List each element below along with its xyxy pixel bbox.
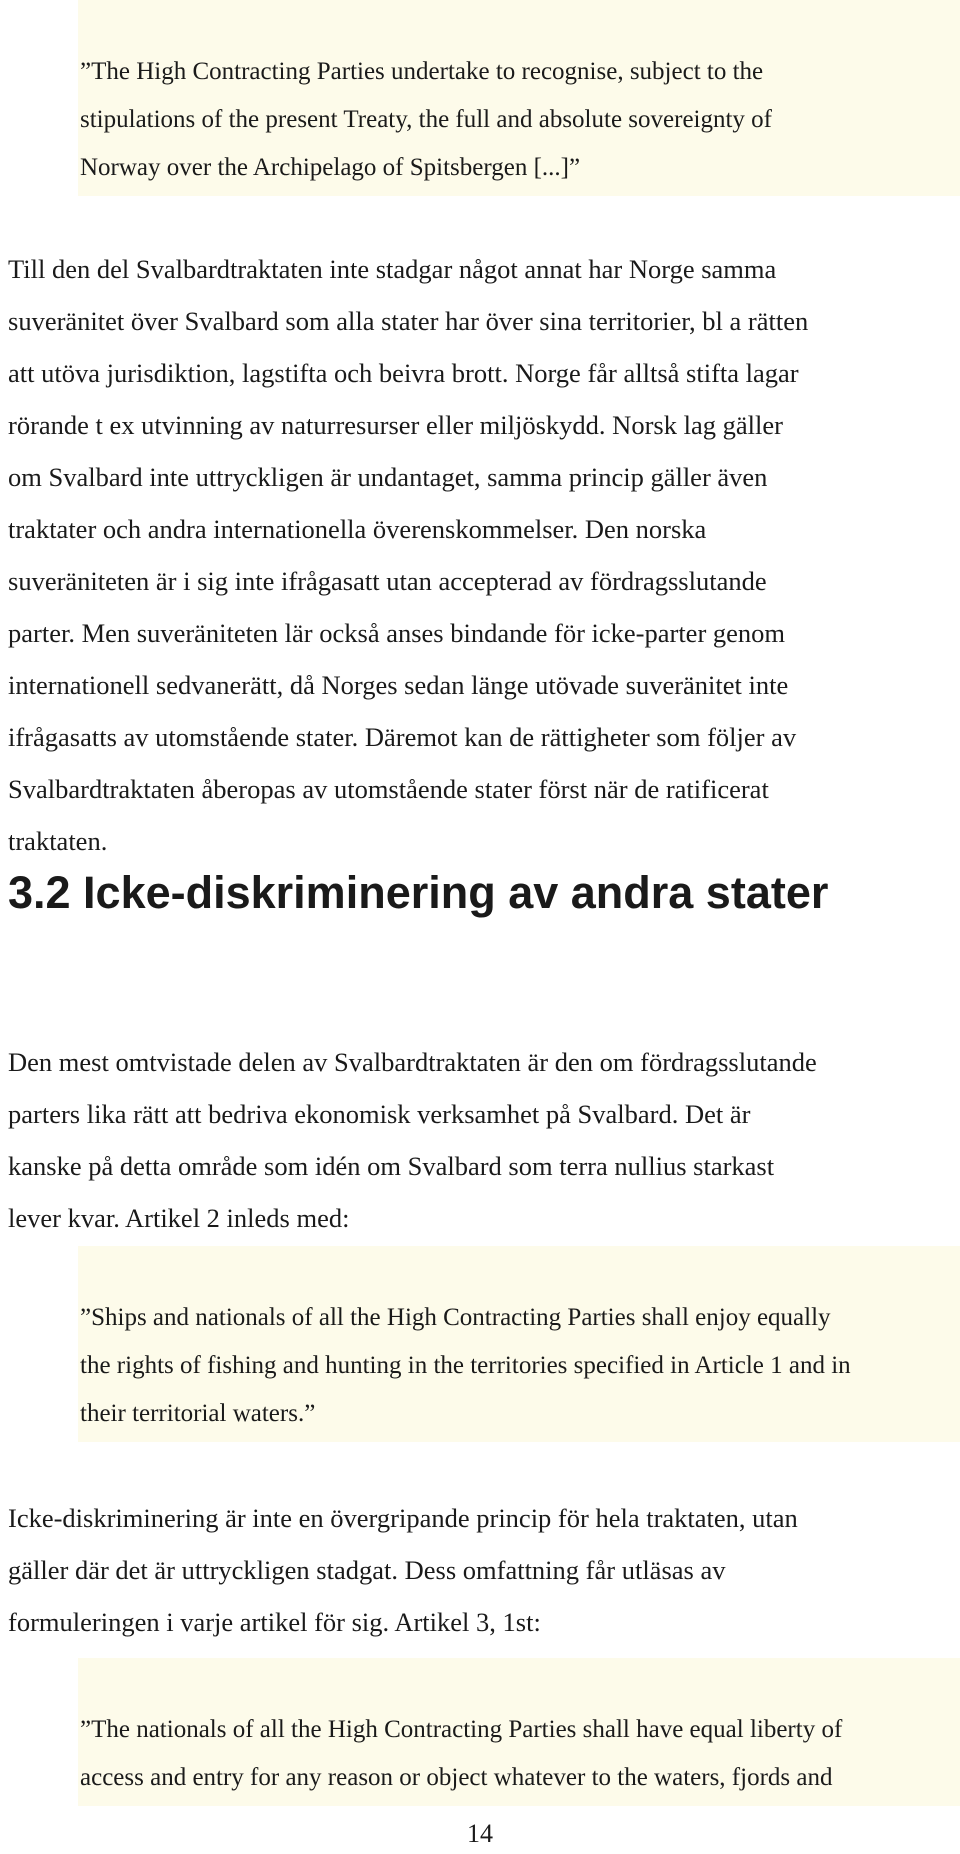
body-paragraph-non-discrimination-intro xyxy=(8,984,958,1244)
section-heading: 3.2 Icke-diskriminering av andra stater xyxy=(8,867,829,918)
body-paragraph-scope xyxy=(8,1440,958,1648)
quote-text: ”The High Contracting Parties undertake to recognise, subject to the stipulations of the present Treaty, the full and absolute sovereignty of Norway over the Archipelago of Spitsbergen [...]” xyxy=(80,58,773,181)
quote-text: ”Ships and nationals of all the High Contracting Parties shall enjoy equally the rights of fishing and hunting in the territories specified in Article 1 and in their territorial waters.” xyxy=(80,1304,851,1427)
paragraph-text: Icke-diskriminering är inte en övergripande princip för hela traktaten, utan gäller där det är uttryckligen stadgat. Dess omfattning får utläsas av formuleringen i varje artikel för sig. Artikel 3, 1st: xyxy=(8,1503,798,1637)
block-quote-article-2 xyxy=(78,1246,960,1442)
block-quote-article-3 xyxy=(78,1658,960,1806)
page-number: 14 xyxy=(467,1819,493,1848)
paragraph-text: Den mest omtvistade delen av Svalbardtraktaten är den om fördragsslutande parters lika rätt att bedriva ekonomisk verksamhet på Svalbard. Det är kanske på detta område som idén om Svalbard som terra nullius starkast lever kvar. Artikel 2 inleds med: xyxy=(8,1047,817,1233)
block-quote-article-1 xyxy=(78,0,960,196)
body-paragraph-sovereignty xyxy=(8,191,958,867)
quote-text: ”The nationals of all the High Contracting Parties shall have equal liberty of access and entry for any reason or object whatever to the waters, fjords and xyxy=(80,1716,843,1791)
paragraph-text: Till den del Svalbardtraktaten inte stadgar något annat har Norge samma suveränitet över Svalbard som alla stater har över sina territorier, bl a rätten att utöva jurisdiktion, lagstifta och beivra brott. Norge får alltså stifta lagar rörande t ex utvinning av naturresurser eller miljöskydd. Norsk lag gäller om Svalbard inte uttryckligen är undantaget, samma princip gäller även traktater och andra internationella överenskommelser. Den norska suveräniteten är i sig inte ifrågasatt utan accepterad av fördragsslutande parter. Men suveräniteten lär också anses bindande för icke-parter genom internationell sedvanerätt, då Norges sedan länge utövade suveränitet inte ifrågasatts av utomstående stater. Däremot kan de rättigheter som följer av Svalbardtraktaten åberopas av utomstående stater först när de ratificerat traktaten. xyxy=(8,254,809,856)
